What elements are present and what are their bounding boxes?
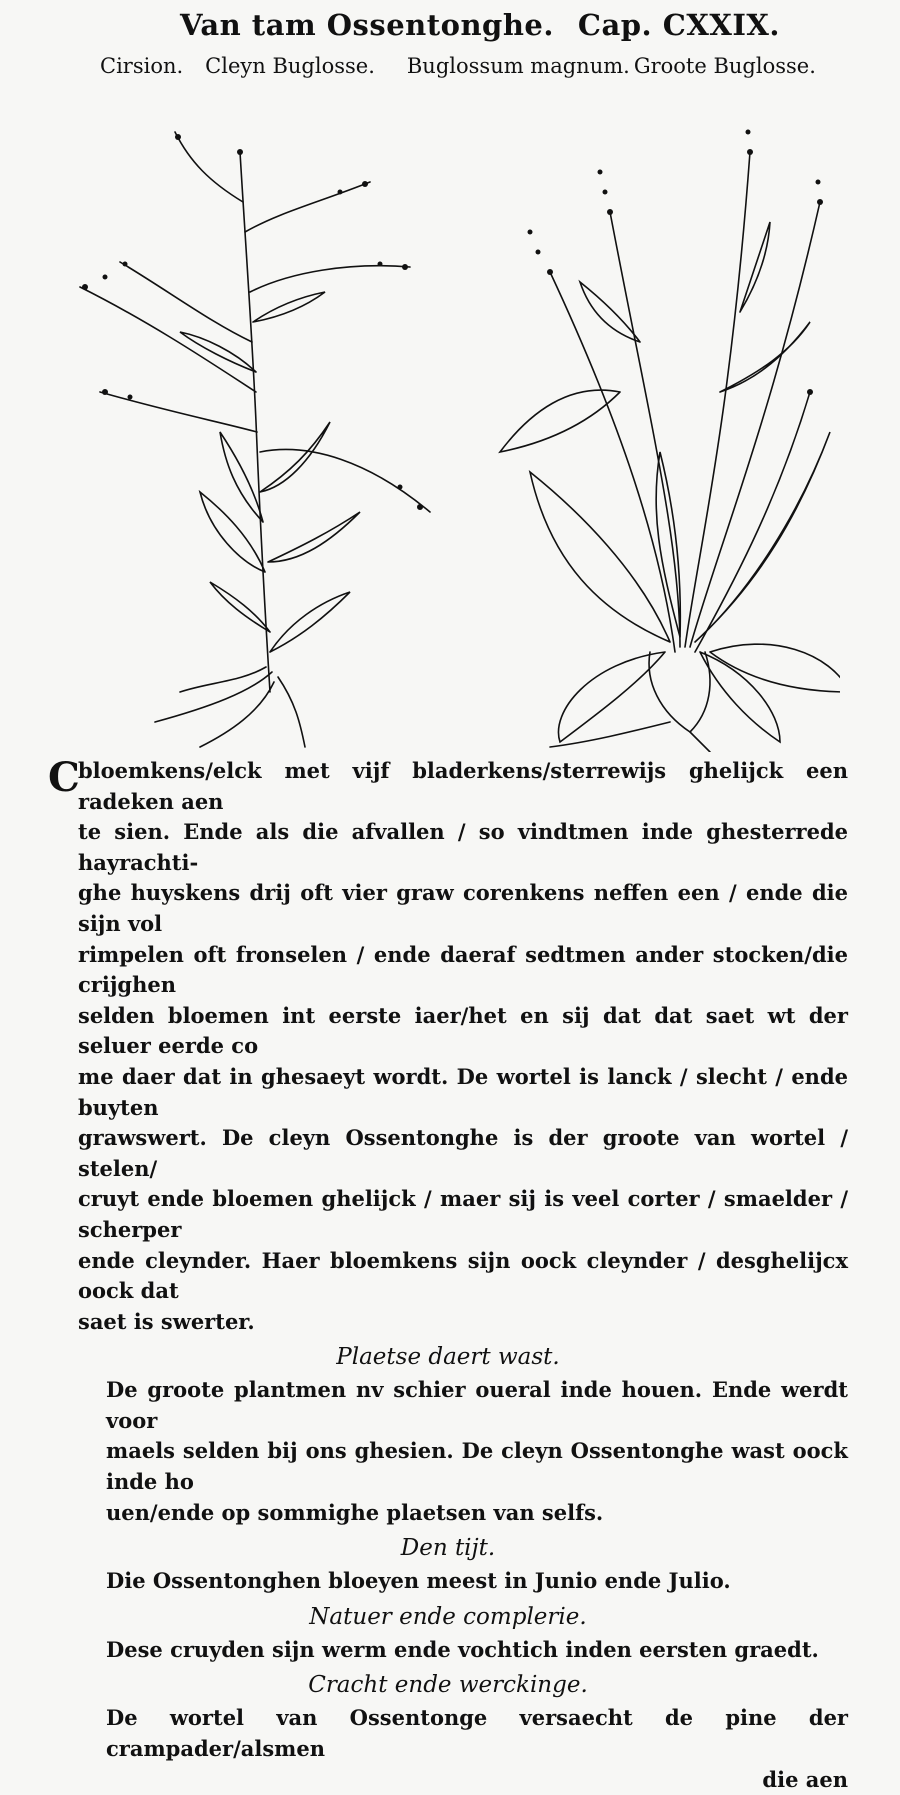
section-heading-nature: Natuer ende complerie. [309, 1603, 587, 1630]
text-line: me daer dat in ghesaeyt wordt. De wortel is lanck / slecht / ende buyten [78, 1063, 848, 1120]
nature-paragraph [48, 1635, 848, 1666]
text-line: bloemkens/elck met vijf bladerkens/sterrewijs ghelijck een radeken aen [78, 758, 848, 814]
section-heading-virtues: Cracht ende werckinge. [308, 1672, 588, 1699]
place-paragraph [48, 1375, 848, 1528]
plant-drawing-left [60, 92, 450, 752]
caption-groote-buglosse: Groote Buglosse. [633, 54, 816, 78]
main-text [48, 756, 848, 1795]
running-head [180, 8, 780, 42]
woodcut-illustrations [60, 92, 840, 752]
text-line: te sien. Ende als die afvallen / so vindtmen inde ghesterrede hayrachti- [78, 819, 848, 875]
chapter-number: Cap. CXXIX. [577, 8, 780, 42]
initial-letter: C [48, 754, 80, 801]
time-paragraph [48, 1566, 848, 1597]
woodcut-small-bugloss [60, 92, 450, 752]
caption-cleyn-buglosse: Cleyn Buglosse. [205, 54, 375, 78]
text-line: Die Ossentonghen bloeyen meest in Junio ende Julio. [106, 1568, 731, 1594]
section-heading-time: Den tijt. [400, 1535, 496, 1562]
text-line: Dese cruyden sijn werm ende vochtich inden eersten graedt. [106, 1636, 819, 1662]
catchword: die aen [762, 1766, 848, 1792]
caption-cirsion: Cirsion. [100, 54, 184, 78]
description-paragraph [48, 756, 848, 1337]
text-line: grawswert. De cleyn Ossentonghe is der groote van wortel / stelen/ [78, 1125, 848, 1181]
chapter-title: Van tam Ossentonghe. [180, 8, 554, 42]
virtues-paragraph [48, 1703, 848, 1795]
figure-captions [100, 54, 860, 78]
text-line: ende cleynder. Haer bloemkens sijn oock cleynder / desghelijcx oock dat [78, 1247, 848, 1304]
text-line: ghe huyskens drij oft vier graw corenkens neffen een / ende die sijn vol [78, 880, 848, 936]
plant-drawing-right [450, 92, 840, 752]
text-line: selden bloemen int eerste iaer/het en sij dat dat saet wt der seluer eerde co [78, 1002, 848, 1059]
text-line: De groote plantmen nv schier oueral inde houen. Ende werdt voor [106, 1377, 848, 1433]
text-line: maels selden bij ons ghesien. De cleyn Ossentonghe wast oock inde ho [106, 1438, 848, 1495]
text-line: rimpelen oft fronselen / ende daeraf sedtmen ander stocken/die crijghen [78, 941, 848, 998]
caption-buglossum-magnum: Buglossum magnum. [406, 54, 630, 78]
section-heading-place: Plaetse daert wast. [336, 1344, 560, 1371]
text-line: uen/ende op sommighe plaetsen van selfs. [106, 1499, 604, 1525]
text-line: De wortel van Ossentonge versaecht de pine der crampader/alsmen [106, 1705, 848, 1762]
text-line: saet is swerter. [78, 1308, 255, 1334]
woodcut-great-bugloss [450, 92, 840, 752]
text-line: cruyt ende bloemen ghelijck / maer sij is veel corter / smaelder / scherper [78, 1186, 848, 1242]
